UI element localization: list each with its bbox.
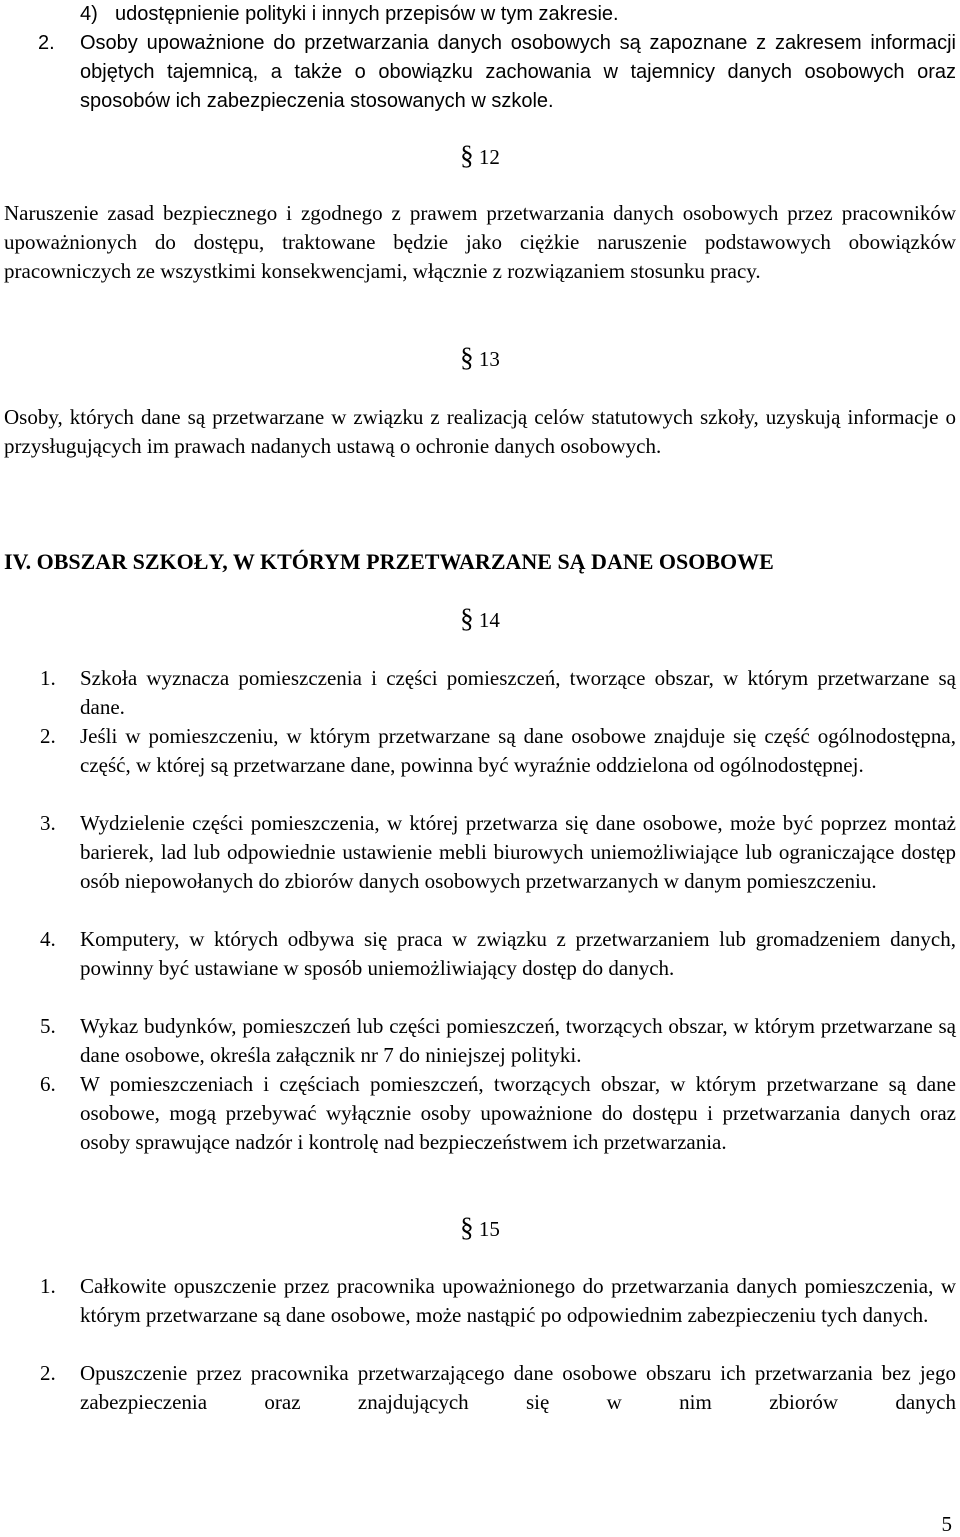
list-item-4	[4, 0, 956, 29]
section-marker-13	[0, 343, 960, 374]
section-marker-12	[0, 141, 960, 172]
list-item-text: udostępnienie polityki i innych przepisów w tym zakresie.	[115, 3, 619, 25]
list-item-text: Całkowite opuszczenie przez pracownika upoważnionego do przetwarzania danych pomieszczenia, w którym przetwarzane są dane osobowe, może nastąpić po odpowiednim zabezpieczeniu tych danych.	[80, 1274, 956, 1327]
list-item-number: 4.	[40, 927, 56, 951]
section-number: 15	[478, 1217, 500, 1241]
paragraph-13: Osoby, których dane są przetwarzane w związku z realizacją celów statutowych szkoły, uzyskują informacje o przysługujących im prawach nadanych ustawą o ochronie danych osobowych.	[4, 405, 956, 458]
list-item-text: Komputery, w których odbywa się praca w związku z przetwarzaniem lub gromadzeniem danych, powinny być ustawiane w sposób uniemożliwiający dostęp do danych.	[80, 927, 956, 980]
list-item-15-2	[4, 1359, 956, 1417]
list-item-14-1	[4, 664, 956, 722]
list-item-14-6	[4, 1070, 956, 1157]
section-marker-15	[0, 1213, 960, 1244]
list-item-text: Szkoła wyznacza pomieszczenia i części pomieszczeń, tworzące obszar, w którym przetwarzane są dane.	[80, 666, 956, 719]
list-item-number: 4)	[80, 3, 98, 25]
list-item-14-4	[4, 925, 956, 983]
list-item-number: 1.	[40, 1274, 56, 1298]
page-number: 5	[941, 1512, 952, 1536]
section-symbol: §	[460, 140, 474, 170]
list-item-text: W pomieszczeniach i częściach pomieszczeń, tworzących obszar, w którym przetwarzane są dane osobowe, mogą przebywać wyłącznie osoby upoważnione do dostępu i przetwarzania danych oraz osoby sprawujące nadzór i kontrolę nad bezpieczeństwem ich przetwarzania.	[80, 1072, 956, 1154]
list-item-text: Opuszczenie przez pracownika przetwarzającego dane osobowe obszaru ich przetwarzania bez jego zabezpieczenia oraz znajdujących się w nim zbiorów danych	[80, 1361, 956, 1414]
section-symbol: §	[460, 1212, 474, 1242]
list-item-number: 1.	[40, 666, 56, 690]
section-symbol: §	[460, 342, 474, 372]
list-item-text-content: Osoby upoważnione do przetwarzania danych osobowych są zapoznane z zakresem informacji objętych tajemnicą, a także o obowiązku zachowania w tajemnicy danych osobowych oraz sposobów ich zabezpieczenia stosowanych w szkole.	[80, 32, 956, 112]
list-item-text: Wykaz budynków, pomieszczeń lub części pomieszczeń, tworzących obszar, w którym przetwarzane są dane osobowe, określa załącznik nr 7 do niniejszej polityki.	[80, 1014, 956, 1067]
chapter-heading: IV. OBSZAR SZKOŁY, W KTÓRYM PRZETWARZANE SĄ DANE OSOBOWE	[4, 549, 774, 574]
list-item-number: 3.	[40, 811, 56, 835]
list-item-number: 6.	[40, 1072, 56, 1096]
list-item-text: Jeśli w pomieszczeniu, w którym przetwarzane są dane osobowe znajduje się część ogólnodostępna, część, w której są przetwarzane dane, powinna być wyraźnie oddzielona od ogólnodostępnej.	[80, 724, 956, 777]
paragraph-12: Naruszenie zasad bezpiecznego i zgodnego z prawem przetwarzania danych osobowych przez pracowników upoważnionych do dostępu, traktowane będzie jako ciężkie naruszenie podstawowych obowiązków pracowniczych ze wszystkimi konsekwencjami, włącznie z rozwiązaniem stosunku pracy.	[4, 201, 956, 283]
list-item-15-1	[4, 1272, 956, 1330]
section-marker-14	[0, 604, 960, 635]
list-item-text	[4, 29, 956, 116]
section-number: 14	[478, 608, 500, 632]
section-number: 13	[478, 347, 500, 371]
list-item-text: Wydzielenie części pomieszczenia, w której przetwarza się dane osobowe, może być poprzez montaż barierek, lad lub odpowiednie ustawienie mebli biurowych uniemożliwiające lub ograniczające dostęp osób niepowołanych do zbiorów danych osobowych przetwarzanych w danym pomieszczeniu.	[80, 811, 956, 893]
list-item-14-2	[4, 722, 956, 780]
list-item-number: 5.	[40, 1014, 56, 1038]
section-symbol: §	[460, 603, 474, 633]
list-item-number: 2.	[40, 1361, 56, 1385]
list-item-14-5	[4, 1012, 956, 1070]
list-item-14-3	[4, 809, 956, 896]
list-item-2	[4, 29, 956, 116]
list-item-number: 2.	[40, 724, 56, 748]
section-number: 12	[478, 145, 500, 169]
list-item-number: 2.	[38, 32, 55, 54]
